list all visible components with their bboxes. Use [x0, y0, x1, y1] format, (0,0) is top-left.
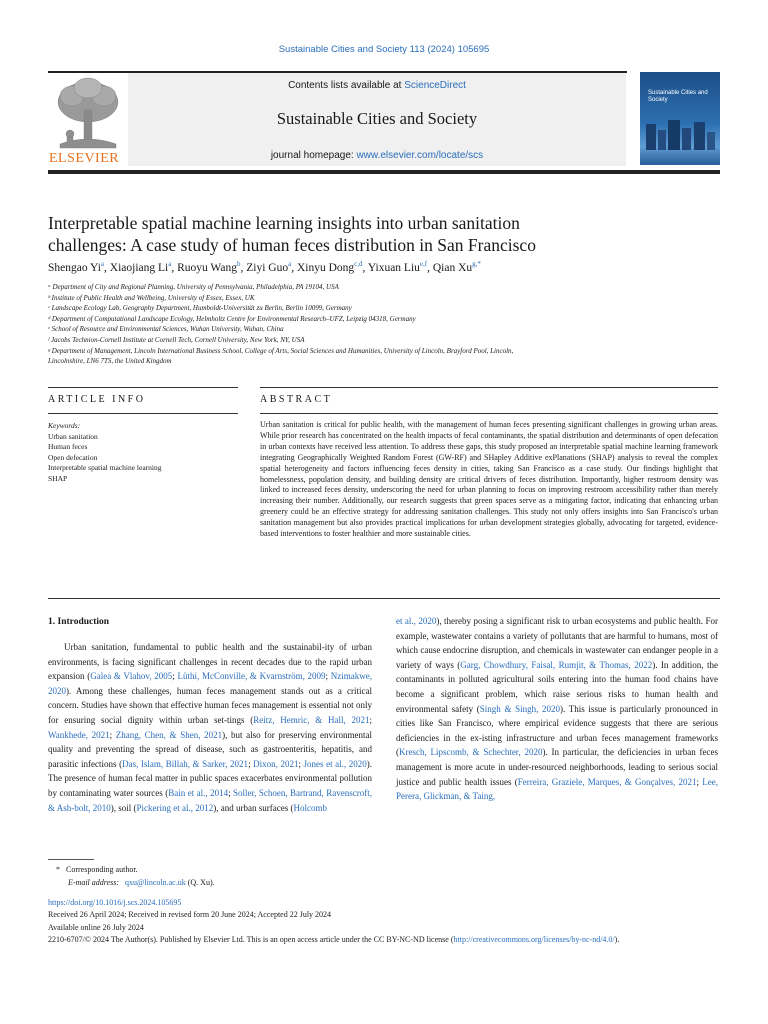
corresponding-author-footnote — [56, 864, 456, 889]
received-dates: Received 26 April 2024; Received in revised form 20 June 2024; Accepted 22 July 2024 — [48, 910, 332, 920]
body-text: ), but also for preserving environmental quality and preventing the spread of disease, such as gastroenteritis, hepatitis, and parasitic infections ( — [48, 729, 372, 769]
author-affil-ref[interactable]: g,* — [472, 260, 481, 268]
citation-link[interactable]: Nzimakwe, 2020 — [48, 671, 372, 696]
keyword: Human feces — [48, 442, 88, 452]
article-info-top-rule — [48, 387, 238, 388]
body-text: ). In particular, the deficiencies in urban feces management is more acute in under-resourced neighborhoods, leading to serious social justice and public health issues ( — [396, 747, 719, 787]
doi-link[interactable]: https://doi.org/10.1016/j.scs.2024.105695 — [48, 898, 182, 907]
intro-column-left — [48, 640, 372, 815]
journal-homepage-link[interactable]: www.elsevier.com/locate/scs — [356, 150, 484, 161]
cover-title: Sustainable Cities and Society — [648, 90, 708, 103]
affiliation: ᶜ Landscape Ecology Lab, Geography Department, Humboldt-Universität zu Berlin, Berlin 10099, Germany — [48, 304, 352, 313]
publisher-logo-text: ELSEVIER — [49, 151, 120, 166]
body-text: Urban sanitation, fundamental to public health and the sustainabil-ity of urban environments, is facing significant challenges in recent decades due to the rapid urban expansion ( — [48, 642, 372, 682]
affiliation: ᵇ Institute of Public Health and Wellbeing, University of Essex, Essex, UK — [48, 293, 255, 302]
body-text: ; — [109, 729, 116, 740]
homepage-prefix: journal homepage: — [270, 150, 357, 161]
body-text: ). The presence of human fecal matter in public spaces exacerbates environmental pollution by contaminating water sources ( — [48, 758, 372, 798]
journal-homepage-line — [128, 150, 626, 161]
contents-prefix: Contents lists available at — [288, 80, 405, 91]
corresponding-line — [56, 864, 456, 877]
author-affil-ref[interactable]: e,f — [419, 260, 428, 268]
paper-title-line-2: challenges: A case study of human feces distribution in San Francisco — [48, 235, 536, 255]
author-affil-ref[interactable]: a — [168, 260, 172, 268]
citation-link[interactable]: Reitz, Hemric, & Hall, 2021 — [253, 714, 370, 725]
affiliation: ᵉ School of Resource and Environmental Sciences, Wuhan University, Wuhan, China — [48, 325, 284, 334]
affiliation: Lincolnshire, LN6 7TS, the United Kingdom — [48, 357, 172, 366]
citation-link[interactable]: Kresch, Lipscomb, & Schechter, 2020 — [399, 747, 543, 758]
author-affil-ref[interactable]: c,d — [354, 260, 363, 268]
abstract-heading: ABSTRACT — [260, 394, 333, 405]
citation-link[interactable]: Dixon, 2021 — [253, 758, 299, 769]
journal-reference[interactable]: Sustainable Cities and Society 113 (2024) 105695 — [278, 44, 490, 55]
keyword: Open defecation — [48, 452, 98, 462]
citation-link[interactable]: Wankhede, 2021 — [48, 729, 110, 740]
author-list: Shengao Yi$^a$, Xiaojiang Li$^a$, Ruoyu Wang$^b$, Ziyi Guo$^a$, Xinyu Dong$^{c,d}$, Yixuan Liu$^{e,f}$, Qian $Xu^{g,*}$ — [48, 260, 481, 274]
email-suffix: (Q. Xu). — [187, 877, 215, 887]
author-affil-ref[interactable]: b — [236, 260, 241, 268]
abstract-top-rule — [260, 387, 718, 388]
body-text: ), and urban surfaces ( — [213, 802, 294, 813]
author[interactable]: Xinyu Dong — [296, 261, 355, 274]
license-suffix: ). — [614, 934, 620, 944]
citation-link[interactable]: Garg, Chowdhury, Faisal, Rumjit, & Thomas, 2022 — [460, 659, 653, 670]
header-bottom-rule — [48, 170, 720, 174]
citation-link[interactable]: Lee, Perera, Glickman, & Taing, — [396, 776, 718, 802]
available-online: Available online 26 July 2024 — [48, 922, 144, 932]
footnote-rule — [48, 859, 94, 860]
sciencedirect-link[interactable]: ScienceDirect — [404, 80, 466, 91]
article-metadata — [48, 897, 720, 946]
citation-link[interactable]: Singh & Singh, 2020 — [479, 703, 561, 714]
email-line — [56, 877, 456, 890]
body-text: ; — [248, 758, 254, 769]
body-text: ), soil ( — [110, 802, 137, 813]
body-text: ; — [298, 758, 304, 769]
intro-column-right — [396, 614, 718, 804]
body-text: ; — [369, 714, 372, 725]
keywords-label: Keywords: — [48, 421, 81, 430]
affiliations — [48, 282, 648, 367]
citation-link[interactable]: Pickering et al., 2012 — [136, 802, 214, 813]
article-info-heading: ARTICLE INFO — [48, 394, 146, 405]
citation-link[interactable]: Lüthi, McConville, & Kvarnström, 2009 — [177, 671, 326, 682]
article-info-bottom-rule — [48, 413, 238, 414]
section-heading-introduction: 1. Introduction — [48, 617, 110, 627]
body-text: ). In addition, the contaminants in polluted agricultural soils entering into the human food chains have become a significant problem, which raise serious risks to human health and environmental safety ( — [396, 659, 718, 714]
body-text: ), thereby posing a significant risk to urban ecosystems and public health. For example, wastewater contains a variety of pollutants that are harmful to humans, most of which cause endocrine disruption, and chemicals in wastewater can endanger people in a variety of ways ( — [396, 616, 718, 670]
body-text: ; — [696, 776, 703, 787]
citation-link[interactable]: Ferreira, Graziele, Marques, & Gonçalves, 2021 — [517, 776, 697, 787]
license-prefix: 2210-6707/© 2024 The Author(s). Published by Elsevier Ltd. This is an open access article under the CC BY-NC-ND license ( — [48, 934, 454, 944]
keyword: SHAP — [48, 473, 68, 483]
body-text: ; — [228, 787, 234, 798]
citation-link[interactable]: Galea & Vlahov, 2005 — [90, 671, 173, 682]
citation-link[interactable]: Soller, Schoen, Bartrand, Ravenscroft, & Ash-bolt, 2010 — [48, 787, 372, 813]
body-text: ). This issue is particularly pronounced in cities like San Francisco, where empirical evidence suggests that there are serious deficiencies in the ex-isting infrastructure and urban feces management frameworks ( — [396, 703, 718, 758]
keyword: Urban sanitation — [48, 431, 98, 441]
license-statement — [48, 934, 720, 946]
contents-line — [128, 80, 626, 91]
email-label: E-mail address: — [68, 877, 120, 887]
paper-title-line-1: Interpretable spatial machine learning insights into urban sanitation — [48, 213, 520, 233]
body-text: ). Among these challenges, human feces management stands out as a critical concern. Studies have shown that effective human feces management is essential not only for ensuring social dignity within urban set-tings ( — [48, 685, 372, 725]
affiliation: ᵈ Department of Computational Landscape Ecology, Helmholtz Centre for Environmental Research–UFZ, Leipzig 04318, Germany — [48, 314, 416, 323]
citation-link[interactable]: Zhang, Chen, & Shen, 2021 — [115, 729, 223, 740]
license-link[interactable]: http://creativecommons.org/licenses/by-nc-nd/4.0/ — [453, 934, 615, 944]
author[interactable]: Ruoyu Wang — [177, 261, 237, 274]
affiliation: ᵍ Department of Management, Lincoln International Business School, College of Arts, Social Sciences and Humanities, University of Lincoln, Brayford Pool, Lincoln, — [48, 346, 514, 355]
abstract-bottom-rule — [48, 598, 720, 599]
body-text: ; — [172, 671, 178, 682]
email-link[interactable]: qxu@lincoln.ac.uk — [125, 877, 186, 887]
abstract-heading-rule — [260, 413, 718, 414]
keywords-block — [48, 421, 238, 485]
affiliation: ᶠ Jacobs Technion-Cornell Institute at Cornell Tech, Cornell University, New York, NY, USA — [48, 335, 305, 344]
author[interactable]: Shengao Yi — [48, 261, 101, 274]
paper-title — [48, 212, 720, 256]
journal-title: Sustainable Cities and Society — [276, 109, 478, 128]
author[interactable]: Yixuan Liu — [367, 261, 420, 274]
citation-link[interactable]: Das, Islam, Billah, & Sarker, 2021 — [122, 758, 249, 769]
author-affil-ref[interactable]: a — [100, 260, 105, 268]
corresponding-label: Corresponding author. — [66, 865, 138, 874]
journal-cover-image[interactable] — [640, 72, 720, 165]
citation-link[interactable]: et al., 2020 — [396, 616, 437, 626]
body-text: ; — [325, 671, 331, 682]
citation-link[interactable]: Holcomb — [293, 802, 327, 813]
citation-link[interactable]: Jones et al., 2020 — [303, 758, 367, 769]
footnote-star: * — [56, 865, 60, 874]
author[interactable]: Xiaojiang Li — [109, 261, 169, 274]
author[interactable]: Qian Xu — [432, 261, 473, 274]
author[interactable]: Ziyi Guo — [246, 261, 289, 274]
citation-link[interactable]: Bain et al., 2014 — [168, 787, 229, 798]
affiliation: ᵃ Department of City and Regional Planning, University of Pennsylvania, Philadelphia, PA 19104, USA — [48, 283, 339, 291]
keyword: Interpretable spatial machine learning — [48, 463, 162, 473]
author-affil-ref[interactable]: a — [288, 260, 292, 268]
abstract-text: Urban sanitation is critical for public health, with the management of human feces presenting significant challenges in growing urban areas. While prior research has concentrated on the health impacts of fecal contaminants, the spatial distribution and determinants of open defecation in urban contexts have received less attention. To address these gaps, this study proposed an interpretable spatial machine learning framework integrating Geographically Weighted Random Forest (GW-RF) and SHapley Additive exPlanations (SHAP) analysis to reveal the complex spatial heterogeneity and factors influencing feces density in cities, taking San Francisco as a case study. Our findings highlight that homelessness, population density, and building density are critical drivers of feces distribution. Importantly, higher restroom density was linked to increased feces density, underscoring the need for urban planning to focus on improving restroom accessibility rather than merely increasing their number. Additionally, our research suggests that green spaces serve as a mitigating factor, indicating that enhancing urban greenery could be an effective strategy for addressing sanitation challenges. This study not only offers insights into San Francisco's urban sanitation management but also provides practical implications for urban development strategies globally, advocating for targeted, evidence-based interventions to foster healthier and more sustainable cities. — [260, 420, 718, 539]
